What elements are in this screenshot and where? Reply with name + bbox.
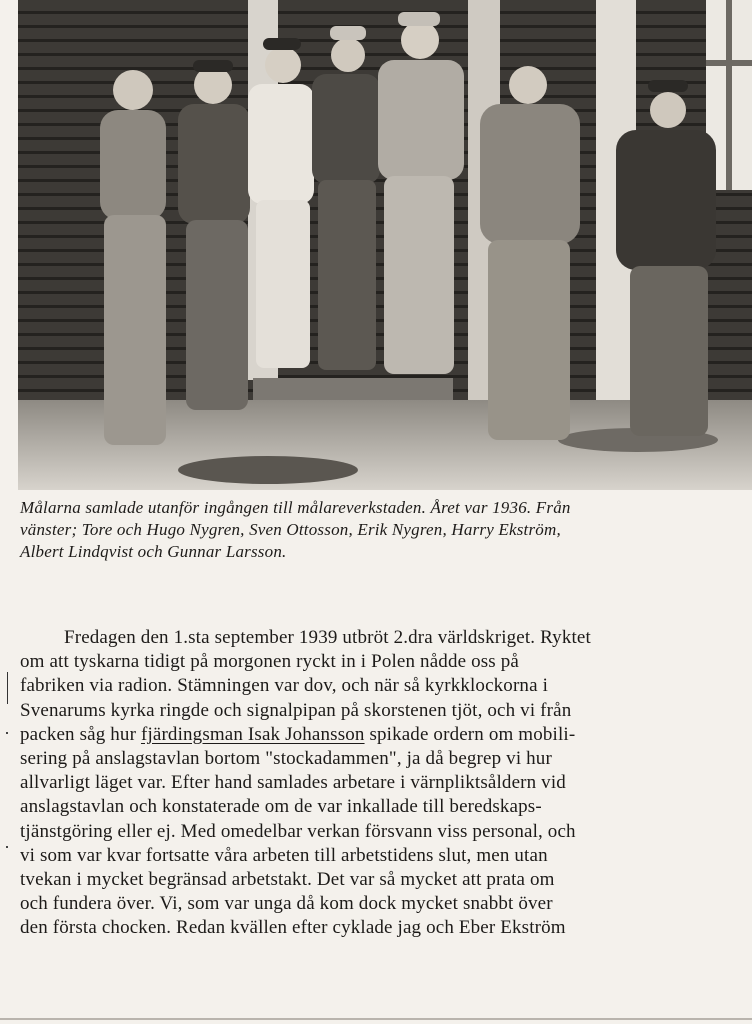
text-line: vi som var kvar fortsatte våra arbeten till arbetstidens slut, men utan xyxy=(20,844,548,866)
group-photograph xyxy=(18,0,752,490)
margin-dot xyxy=(6,846,8,848)
text-line: tjänstgöring eller ej. Med omedelbar verkan försvann viss personal, och xyxy=(20,820,576,842)
text-line: sering på anslagstavlan bortom "stockadammen", ja då begrep vi hur xyxy=(20,748,552,770)
text-line: tvekan i mycket begränsad arbetstakt. Det var så mycket att prata om xyxy=(20,869,555,891)
person-4 xyxy=(312,26,380,370)
text-segment: packen såg hur xyxy=(20,723,141,745)
person-1 xyxy=(100,70,166,445)
margin-dot xyxy=(6,732,8,734)
text-line: den första chocken. Redan kvällen efter cyklade jag och Eber Ekström xyxy=(20,917,566,939)
text-line xyxy=(20,723,752,747)
text-line: anslagstavlan och konstaterade om de var inkallade till beredskaps- xyxy=(20,796,542,818)
person-6 xyxy=(480,66,580,440)
person-5 xyxy=(378,12,464,374)
page-edge xyxy=(0,1018,752,1020)
text-line: och fundera över. Vi, som var unga då kom dock mycket snabbt över xyxy=(20,893,553,915)
margin-mark xyxy=(7,672,8,704)
photo-caption xyxy=(20,497,752,563)
person-7 xyxy=(616,80,716,436)
person-3 xyxy=(248,38,314,368)
caption-line: vänster; Tore och Hugo Nygren, Sven Ottosson, Erik Nygren, Harry Ekström, xyxy=(20,520,561,539)
person-2 xyxy=(178,60,250,410)
text-line: Fredagen den 1.sta september 1939 utbröt 2.dra världskriget. Ryktet xyxy=(64,627,591,648)
underlined-name: fjärdingsman Isak Johansson xyxy=(140,723,365,745)
caption-line: Målarna samlade utanför ingången till målareverkstaden. Året var 1936. Från xyxy=(20,498,571,517)
body-paragraph xyxy=(20,626,752,941)
text-segment: spikade ordern om mobili- xyxy=(364,723,576,745)
text-line: fabriken via radion. Stämningen var dov, och när så kyrkklockorna i xyxy=(20,675,548,697)
text-line: allvarligt läget var. Efter hand samlades arbetare i värnpliktsåldern vid xyxy=(20,772,566,794)
text-line: om att tyskarna tidigt på morgonen ryckt in i Polen nådde oss på xyxy=(20,651,519,673)
photo-illustration xyxy=(18,0,752,490)
caption-line: Albert Lindqvist och Gunnar Larsson. xyxy=(20,542,287,561)
text-line: Svenarums kyrka ringde och signalpipan på skorstenen tjöt, och vi från xyxy=(20,699,572,721)
